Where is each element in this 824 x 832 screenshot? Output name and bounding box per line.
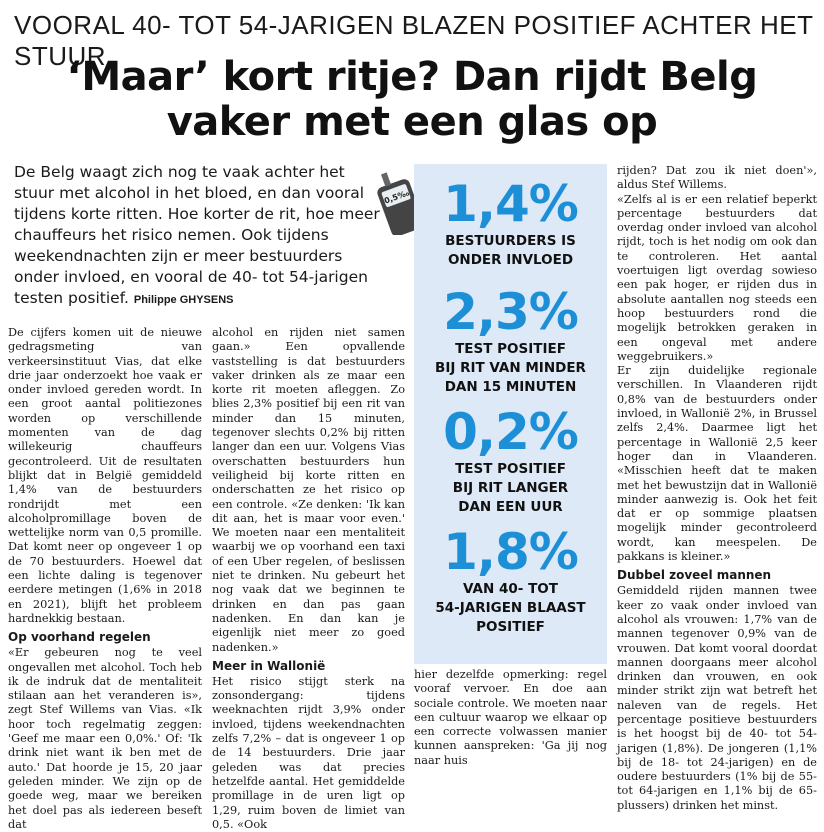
kicker: VOORAL 40- TOT 54-JARIGEN BLAZEN POSITIEF ACHTER HET STUUR <box>14 10 813 71</box>
stat-label-line: 54-JARIGEN BLAAST <box>435 600 586 616</box>
stat-label-line: TEST POSITIEF <box>455 341 566 357</box>
column-3-bottom <box>414 668 607 768</box>
stat-label-line: VAN 40- TOT <box>463 581 558 597</box>
stat-value: 2,3% <box>443 283 578 341</box>
column-4 <box>617 164 817 813</box>
breathalyzer-display: 0,5‰ <box>383 188 411 206</box>
author-byline: Philippe GHYSENS <box>133 294 234 306</box>
stats-sidebar <box>414 164 607 664</box>
stat-value: 1,4% <box>443 175 578 233</box>
stat-label-line: ONDER INVLOED <box>447 252 574 268</box>
col4-paragraph-2: «Zelfs al is er een relatief beperkt percentage bestuurders dat overdag onder invloed van alcohol rijdt, toch is het nodig om ook dan te controleren. Het aantal voertuigen ligt overdag sowieso een pak hoger, er rijden dus in absolute aantallen nog steeds een hoop bestuurders rond die mogelijk betrokken geraken in een ongeval met andere weggebruikers.» <box>617 192 817 363</box>
stat-value: 0,2% <box>443 403 578 461</box>
lead-paragraph <box>14 162 386 311</box>
col2-paragraph-1: alcohol en rijden niet samen gaan.» Een opvallende vaststelling is dat bestuurders vaker drinken als ze maar een korte rit moeten afleggen. Zo blies 2,3% positief bij een rit van minder dan 15 minuten, tegenover slechts 0,2% bij ritten langer dan een uur. Volgens Vias overschatten bestuurders hun veiligheid bij korte ritten en onderschatten ze het risico op een controle. «Ze denken: 'Ik kan dit aan, het is maar voor even.' We moeten naar een mentaliteit waarbij we op voorhand een taxi of een Uber regelen, of beslissen niet te drinken. Nu gebeurt het nog vaak dat we beginnen te drinken en dan pas gaan nadenken. En dan kan je eigenlijk niet meer zo goed nadenken.» <box>212 326 405 654</box>
col4-paragraph-3: Er zijn duidelijke regionale verschillen. In Vlaanderen rijdt 0,8% van de bestuurders onder invloed, in Wallonië 2%, in Brussel zelfs 2,4%. Daarmee ligt het percentage in Wallonië 2,5 keer hoger dan in Vlaanderen. «Misschien heeft dat te maken met het bewustzijn dat in Wallonië minder aanwezig is. Ook het feit dat er op sommige plaatsen mogelijk minder gecontroleerd wordt, kan meespelen. De pakkans is kleiner.» <box>617 364 817 564</box>
stat-label-line: BIJ RIT LANGER <box>452 480 569 496</box>
stat-value: 1,8% <box>443 523 578 581</box>
col4-paragraph-4: Gemiddeld rijden mannen twee keer zo vaak onder invloed van alcohol als vrouwen: 1,7% van de mannen tegenover 0,9% van de vrouwen. Dat komt vooral doordat mannen doorgaans meer alcohol drinken dan vrouwen, en ook minder strikt zijn wat betreft het naleven van de regels. Het percentage positieve bestuurders is het hoogst bij de 40- tot 54-jarigen (1,8%). De jongeren (1,1% bij de 18- tot 24-jarigen) en de oudere bestuurders (1% bij de 55- tot 64-jarigen en 1,1% bij de 65-plussers) drinken het minst. <box>617 584 817 812</box>
subhead-dubbel-zoveel-mannen: Dubbel zoveel mannen <box>617 568 772 583</box>
headline-line-2: vaker met een glas op <box>166 99 658 145</box>
col1-paragraph-2: «Er gebeuren nog te veel ongevallen met alcohol. Toch heb ik de indruk dat de mentaliteit stilaan aan het veranderen is», zegt Stef Willems van Vias. «Ik hoor toch regelmatig zeggen: 'Geef me maar een 0,0%.' Of: 'Ik drink niet want ik ben met de auto.' Dat hoorde je 15, 20 jaar geleden minder. We zijn op de goede weg, maar we bereiken het doel pas als iedereen beseft dat <box>8 646 202 831</box>
column-1 <box>8 326 202 832</box>
col1-paragraph-1: De cijfers komen uit de nieuwe gedragsmeting van verkeersinstituut Vias, dat elke drie jaar onderzoekt hoe vaak er onder invloed gereden wordt. In een groot aantal politiezones worden op verschillende momenten van de dag willekeurig chauffeurs gecontroleerd. Uit de resultaten blijkt dat in België gemiddeld 1,4% van de bestuurders rondrijdt met een alcoholpromillage boven de wettelijke norm van 0,5 promille. Dat komt neer op ongeveer 1 op de 70 bestuurders. Hoewel dat een lichte daling is tegenover eerdere metingen (1,6% in 2018 en 2021), blijft het probleem hardnekkig bestaan. <box>8 326 202 625</box>
headline-line-1: ‘Maar’ kort ritje? Dan rijdt Belg <box>66 54 758 100</box>
headline <box>10 55 814 145</box>
stat-label-line: DAN EEN UUR <box>458 499 563 515</box>
stat-block-4 <box>414 524 607 637</box>
column-2 <box>212 326 405 832</box>
stat-label-line: BESTUURDERS IS <box>445 233 576 249</box>
subhead-meer-in-wallonie: Meer in Wallonië <box>212 658 326 673</box>
col3-paragraph-1: hier dezelfde opmerking: regel vooraf vervoer. En doe aan sociale controle. We moeten naar een cultuur waarop we elkaar op een correcte volwassen manier kunnen aanspreken: 'Ga jij nog naar huis <box>414 668 607 767</box>
col4-paragraph-1: rijden? Dat zou ik niet doen'», aldus Stef Willems. <box>617 164 817 192</box>
stat-label-line: POSITIEF <box>476 619 545 635</box>
col2-paragraph-2: Het risico stijgt sterk na zonsondergang: tijdens weeknachten rijdt 3,9% onder invloed, tijdens weekendnachten zelfs 7,2% – dat is ongeveer 1 op de 14 bestuurders. Drie jaar geleden was dat precies hetzelfde aantal. Het gemiddelde promillage in de uren ligt op 1,29, ruim boven de limiet van 0,5. «Ook <box>212 674 405 831</box>
subhead-op-voorhand-regelen: Op voorhand regelen <box>8 630 151 645</box>
stat-label-line: TEST POSITIEF <box>455 461 566 477</box>
lead-text: De Belg waagt zich nog te vaak achter het stuur met alcohol in het bloed, en dan vooral tijdens korte ritten. Hoe korter de rit, hoe meer chauffeurs het risico nemen. Ook tijdens weekendnachten zijn er meer bestuurders onder invloed, en vooral de 40- tot 54-jarigen testen positief. <box>14 163 380 307</box>
stat-block-1 <box>414 176 607 270</box>
stat-block-2 <box>414 284 607 397</box>
stat-label-line: DAN 15 MINUTEN <box>444 379 577 395</box>
stat-label-line: BIJ RIT VAN MINDER <box>435 360 586 376</box>
stat-block-3 <box>414 404 607 517</box>
